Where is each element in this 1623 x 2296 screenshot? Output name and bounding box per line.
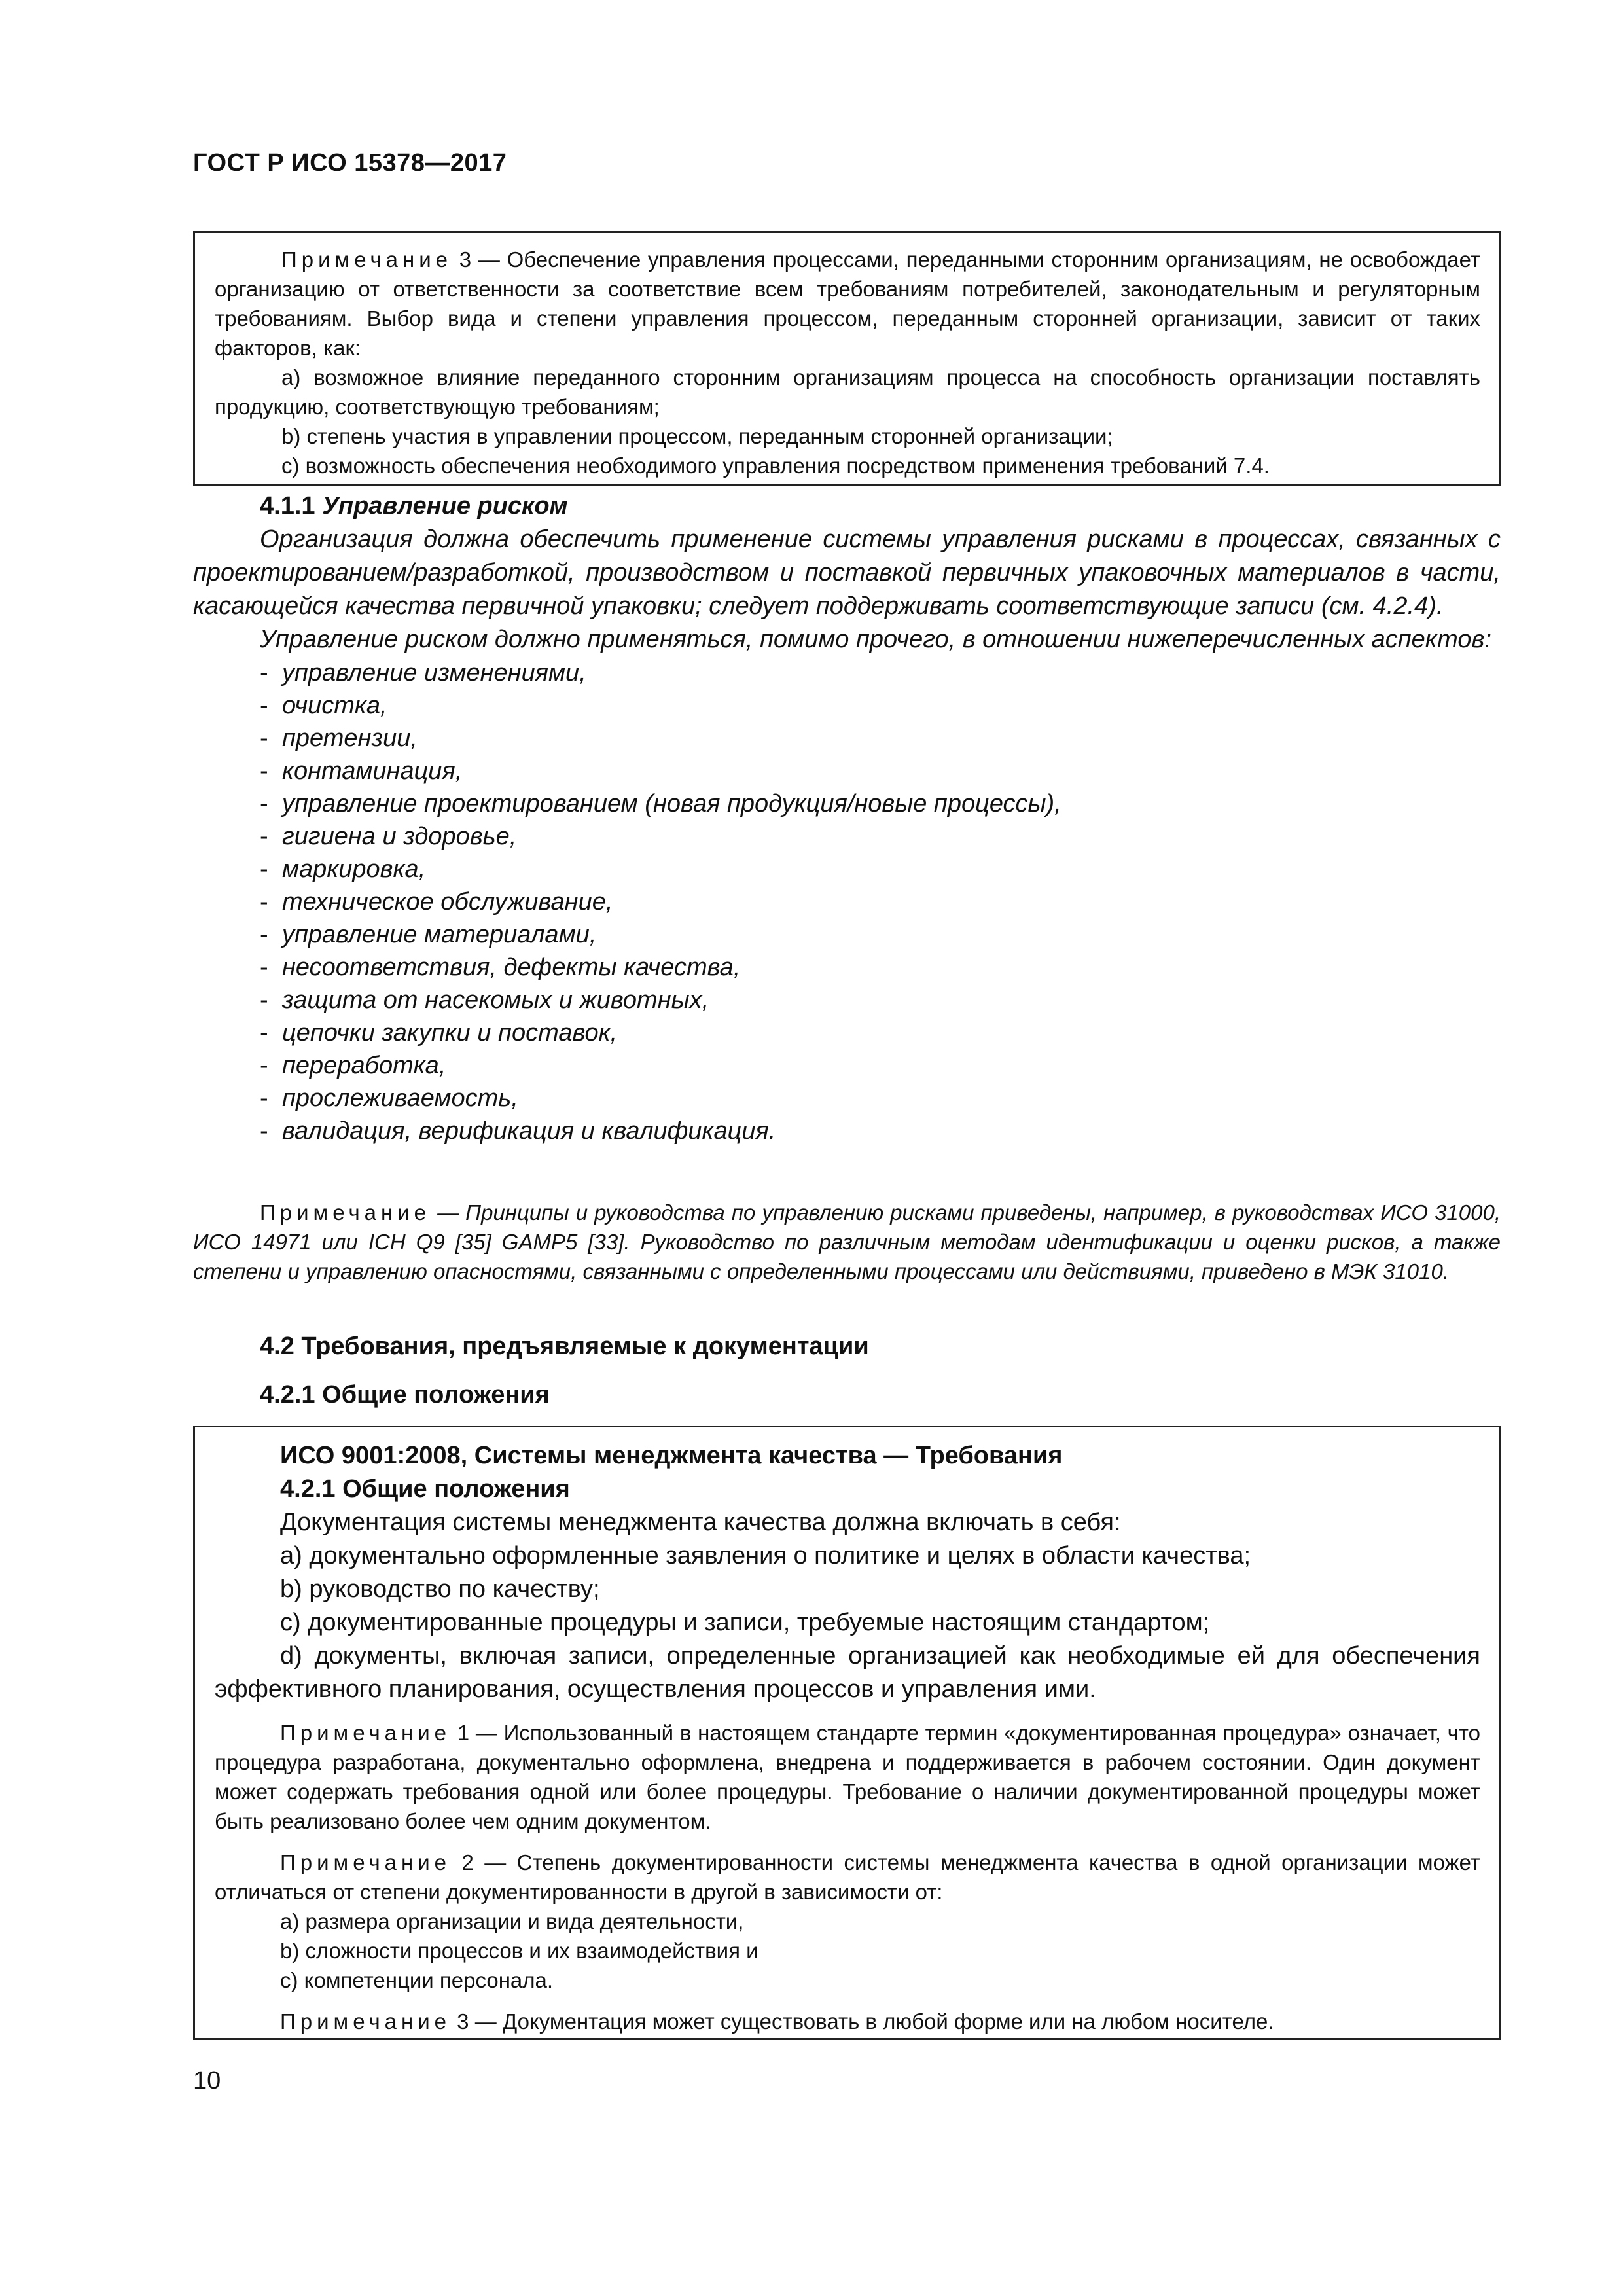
note-paragraph — [193, 1198, 1501, 1286]
document-code-header: ГОСТ Р ИСО 15378—2017 — [193, 149, 507, 177]
note-label: Примечание — [280, 1721, 452, 1745]
note-label: Примечание — [280, 1850, 452, 1874]
section-heading — [193, 490, 1501, 523]
note-item: c) возможность обеспечения необходимого управления посредством применения требований 7.4. — [281, 454, 1270, 478]
list-item: - техническое обслуживание, — [260, 886, 1501, 918]
section-number: 4.1.1 — [260, 492, 323, 520]
note-label: Примечание — [281, 247, 453, 272]
list-item: - валидация, верификация и квалификация. — [260, 1115, 1501, 1147]
note-paragraph — [215, 245, 1480, 363]
list-item: - претензии, — [260, 722, 1501, 755]
paragraph: Документация системы менеджмента качества должна включать в себя: — [280, 1509, 1121, 1536]
list-item: - очистка, — [260, 689, 1501, 722]
quoted-iso-9001-box — [193, 1426, 1501, 2040]
spacer — [215, 1836, 1480, 1848]
paragraph: Управление риском должно применяться, помимо прочего, в отношении нижеперечисленных аспектов: — [260, 626, 1491, 653]
note-item: c) компетенции персонала. — [280, 1968, 554, 1992]
list-item: - гигиена и здоровье, — [260, 820, 1501, 853]
list-item: - защита от насекомых и животных, — [260, 984, 1501, 1016]
list-item: - маркировка, — [260, 853, 1501, 886]
note-text: 3 — Обеспечение управления процессами, переданными сторонним организациям, не освобождает организацию от ответственности за соответствие всем требованиям потребителей, законодательным и регуляторным требованиям. Выбор вида и степени управления процессом, переданным сторонней организации, зависит от таких факторов, как: — [215, 247, 1480, 360]
note-paragraph — [215, 1718, 1480, 1836]
note-item: a) размера организации и вида деятельности, — [280, 1909, 744, 1933]
list-item: - управление материалами, — [260, 918, 1501, 951]
source-title: ИСО 9001:2008, Системы менеджмента качества — Требования — [280, 1442, 1063, 1469]
note-item: a) возможное влияние переданного сторонним организациям процесса на способность организации поставлять продукцию, соответствующую требованиям; — [215, 365, 1480, 419]
paragraph: Организация должна обеспечить применение системы управления рисками в процессах, связанных с проектированием/разработкой, производством и поставкой первичных упаковочных материалов в части, касающейся качества первичной упаковки; следует поддерживать соответствующие записи (см. 4.2.4). — [193, 526, 1501, 620]
list-item: - цепочки закупки и поставок, — [260, 1016, 1501, 1049]
list-item: b) руководство по качеству; — [280, 1575, 600, 1603]
section-heading-general: 4.2.1 Общие положения — [260, 1381, 550, 1408]
note-label: Примечание — [280, 2009, 452, 2034]
list-item: - управление проектированием (новая продукция/новые процессы), — [260, 787, 1501, 820]
clause-title: 4.2.1 Общие положения — [280, 1475, 570, 1503]
note-text: 2 — Степень документированности системы менеджмента качества в одной организации может отличаться от степени документированности в другой в зависимости от: — [215, 1850, 1480, 1904]
note-paragraph — [215, 2007, 1480, 2036]
section-risk-management — [193, 490, 1501, 1147]
list-item: - контаминация, — [260, 755, 1501, 787]
list-item: - переработка, — [260, 1049, 1501, 1082]
list-item: - прослеживаемость, — [260, 1082, 1501, 1115]
page-number: 10 — [193, 2067, 221, 2094]
note-text: — Принципы и руководства по управлению рисками приведены, например, в руководствах ИСО 31000, ИСО 14971 или ICH Q9 [35] GAMP5 [33]. Руководство по различным методам идентификации и оценки рисков, а также степени и управлению опасностями, связанными с определенными процессами или действиями, приведено в МЭК 31010. — [193, 1200, 1501, 1283]
spacer — [215, 1706, 1480, 1718]
note-item: b) сложности процессов и их взаимодействия и — [280, 1939, 758, 1963]
note-text: 3 — Документация может существовать в любой форме или на любом носителе. — [451, 2009, 1274, 2034]
note-text: 1 — Использованный в настоящем стандарте термин «документированная процедура» означает, что процедура разработана, документально оформлена, внедрена и поддерживается в рабочем состоянии. Один документ может содержать требования одной или более процедуры. Требование о наличии документированной процедуры может быть реализовано более чем одним документом. — [215, 1721, 1480, 1833]
list-item: d) документы, включая записи, определенные организацией как необходимые ей для обеспечения эффективного планирования, осуществления процессов и управления ими. — [215, 1642, 1480, 1703]
list-item: a) документально оформленные заявления о политике и целях в области качества; — [280, 1542, 1251, 1570]
note-risk-principles — [193, 1198, 1501, 1286]
note-label: Примечание — [260, 1200, 431, 1225]
list-item: - управление изменениями, — [260, 656, 1501, 689]
list-item: - несоответствия, дефекты качества, — [260, 951, 1501, 984]
note-paragraph — [215, 1848, 1480, 1907]
note-item: b) степень участия в управлении процессом, переданным сторонней организации; — [281, 424, 1113, 448]
aspects-list — [193, 656, 1501, 1147]
list-item: c) документированные процедуры и записи, требуемые настоящим стандартом; — [280, 1609, 1210, 1636]
spacer — [215, 1995, 1480, 2007]
note-box-outsourced-processes — [193, 231, 1501, 486]
section-heading-documentation: 4.2 Требования, предъявляемые к документации — [260, 1333, 869, 1360]
section-title: Управление риском — [322, 492, 568, 520]
